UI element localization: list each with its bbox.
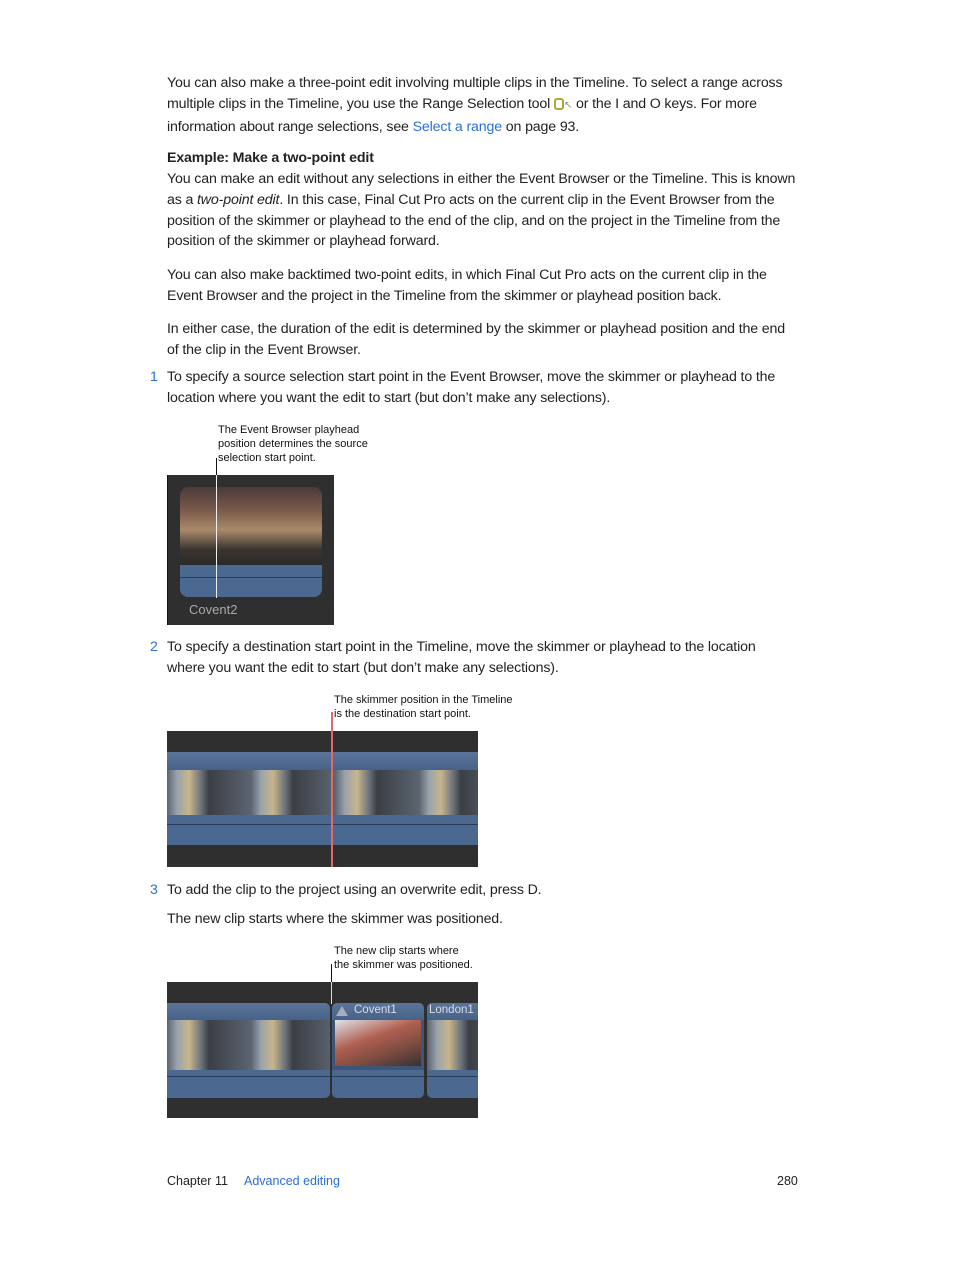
step-2-text: To specify a destination start point in the Timeline, move the skimmer or playhead to the location where you want the edit to start (but don’t make any selections). [167,639,756,676]
footer-chapter-link[interactable]: Advanced editing [244,1174,340,1188]
audio-waveform [167,815,478,845]
clip-thumbnail[interactable] [180,487,322,597]
audio-waveform [180,565,322,597]
clip-name: Covent1 [354,1004,397,1016]
timeline-clip-london1[interactable] [427,1003,478,1098]
figure-2-caption: The skimmer position in the Timeline is the destination start point. [334,694,513,720]
timeline-clip-covent1[interactable] [332,1003,424,1098]
audio-role-icon [336,1006,348,1016]
example-paragraph-3: In either case, the duration of the edit is determined by the skimmer or playhead position and the end of the clip in the Event Browser. [167,321,785,358]
clip-image [180,487,322,565]
footer-chapter: Chapter 11 [167,1174,228,1188]
timeline-result-figure [167,982,478,1118]
timeline-figure [167,731,478,867]
result-text: The new clip starts where the skimmer was positioned. [167,911,503,927]
example-heading: Example: Make a two-point edit [167,150,374,166]
figure-3-caption: The new clip starts where the skimmer was positioned. [334,945,473,971]
pointer-icon: ↖ [563,99,573,111]
event-browser-figure [167,475,334,625]
page-number: 280 [777,1174,798,1188]
range-selection-tool-icon [554,98,564,110]
playhead-line [216,458,217,598]
clip-name: London1 [429,1004,474,1016]
example-paragraph-1: You can make an edit without any selections in either the Event Browser or the Timeline. This is known as a two-point edit. In this case, Final Cut Pro acts on the current clip in the Event Browser from the position of the skimmer or playhead to the end of the clip, and on the project in the Timeline from the position of the skimmer or playhead forward. [167,171,796,250]
clip-name: Covent2 [189,602,238,617]
step-1-text: To specify a source selection start point in the Event Browser, move the skimmer or playhead to the location where you want the edit to start (but don’t make any selections). [167,369,776,406]
callout-line [331,964,332,982]
clip-header [167,752,478,770]
step-3-text: To add the clip to the project using an overwrite edit, press D. [167,882,542,898]
example-paragraph-2: You can also make backtimed two-point edits, in which Final Cut Pro acts on the current clip in the Event Browser and the project in the Timeline from the skimmer or playhead position back. [167,267,767,304]
select-a-range-link[interactable]: Select a range [412,118,502,135]
step-number: 2 [150,639,158,655]
intro-paragraph: You can also make a three-point edit involving multiple clips in the Timeline. To select a range across multiple clips in the Timeline, you use the Range Selection tool ↖ or the I and O keys. For more information about range selections, see Select a range on page 93. [167,75,783,135]
figure-1-caption: The Event Browser playhead position determines the source selection start point. [218,424,368,464]
step-number: 1 [150,369,158,385]
skimmer-line [331,712,333,867]
timeline-clip[interactable] [167,1003,330,1098]
callout-line [216,458,217,475]
filmstrip [167,770,478,815]
step-number: 3 [150,882,158,898]
